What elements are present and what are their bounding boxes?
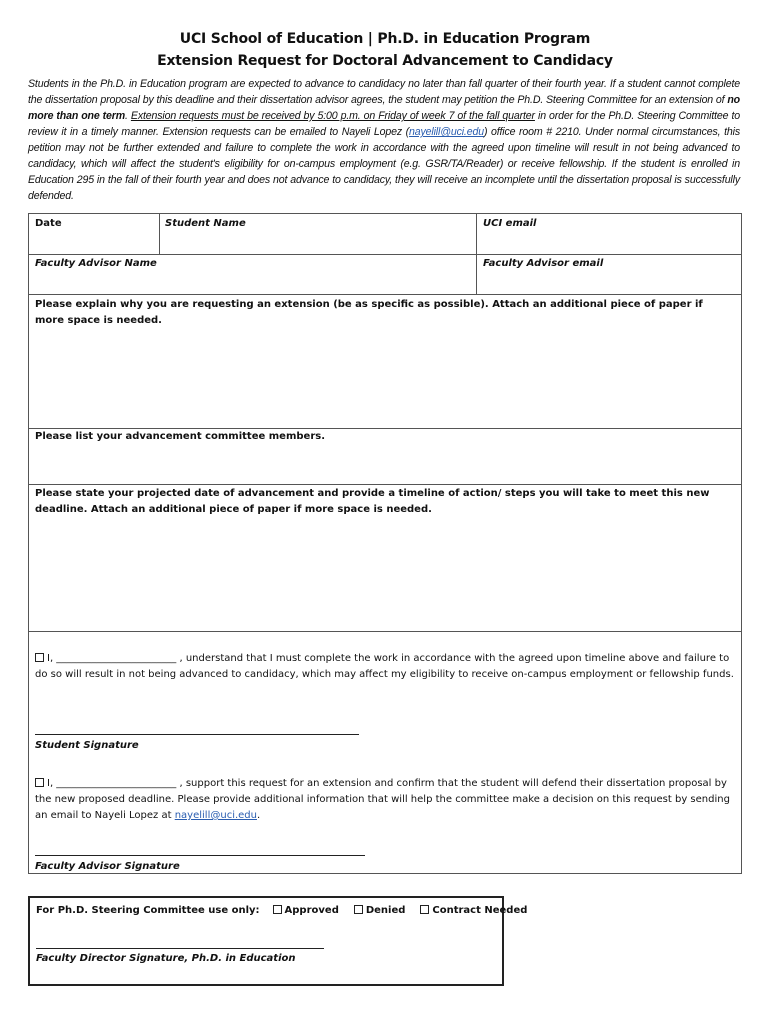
intro-bold-term: no more than one term (28, 94, 740, 122)
advisor-checkbox[interactable] (35, 778, 44, 787)
form-subtitle: Extension Request for Doctoral Advancement to Candidacy (157, 53, 613, 69)
row-divider (29, 254, 741, 255)
contract-needed-label: Contract Needed (432, 905, 528, 916)
column-divider (476, 214, 477, 294)
uci-email-label: UCI email (483, 218, 537, 229)
intro-deadline: Extension requests must be received by 5:00 p.m. on Friday of week 7 of the fall quarter (130, 110, 535, 122)
student-signature-line (35, 734, 359, 735)
timeline-prompt: Please state your projected date of advancement and provide a timeline of action/ steps you will take to meet this new deadline. Attach an additional piece of paper if more space is needed. (35, 488, 710, 515)
advisor-signature-line (35, 855, 365, 856)
intro-text-2: . (125, 110, 131, 122)
committee-members-prompt: Please list your advancement committee members. (35, 431, 325, 442)
approved-checkbox[interactable] (273, 905, 282, 914)
advisor-email-link[interactable]: nayelill@uci.edu (174, 810, 257, 821)
advisor-statement-text: I, ________________________ , support this request for an extension and confirm that the student will defend their dissertation proposal by the new proposed deadline. Please provide additional information that will help the committee make a decision on this request by sending an email to Nayeli Lopez at (35, 778, 730, 821)
intro-text-3: in order for the Ph.D. Steering Committee to review it in a timely manner. Extension requests can be emailed to Nayeli Lopez ( (28, 110, 740, 138)
director-signature-line (36, 948, 324, 949)
director-signature-label: Faculty Director Signature, Ph.D. in Education (36, 953, 296, 964)
explain-prompt: Please explain why you are requesting an extension (be as specific as possible). Attach an additional piece of paper if more space is needed. (35, 299, 703, 326)
advisor-statement-end: . (256, 810, 261, 821)
intro-paragraph (28, 76, 740, 204)
row-divider (29, 631, 741, 632)
contract-needed-checkbox[interactable] (420, 905, 429, 914)
student-signature-label: Student Signature (35, 740, 139, 751)
committee-use-box (28, 896, 528, 986)
advisor-signature-label: Faculty Advisor Signature (35, 861, 180, 872)
intro-email-link[interactable]: nayelill@uci.edu (409, 126, 484, 138)
denied-label: Denied (365, 905, 406, 916)
approved-label: Approved (284, 905, 339, 916)
student-statement (35, 651, 735, 683)
form-title: UCI School of Education | Ph.D. in Education Program (179, 31, 591, 47)
student-statement-text: I, ________________________ , understand that I must complete the work in accordance with the agreed upon timeline above and failure to do so will result in not being advanced to candidacy, which may affect my eligibility to receive on-campus employment or fellowship funds. (35, 653, 734, 680)
denied-checkbox[interactable] (354, 905, 363, 914)
advisor-email-label: Faculty Advisor email (483, 258, 604, 269)
date-label: Date (35, 218, 62, 229)
committee-use-label: For Ph.D. Steering Committee use only: (36, 905, 260, 916)
intro-text-1: Students in the Ph.D. in Education program are expected to advance to candidacy no later than fall quarter of their fourth year. If a student cannot complete the dissertation proposal by this deadline and their dissertation advisor agrees, the student may petition the Ph.D. Steering Committee for an extension of (28, 78, 740, 106)
student-checkbox[interactable] (35, 653, 44, 662)
request-form (28, 213, 742, 874)
row-divider (29, 294, 741, 295)
committee-decision-row (36, 905, 527, 916)
row-divider (29, 484, 741, 485)
advisor-statement (35, 776, 735, 824)
advisor-name-label: Faculty Advisor Name (35, 258, 157, 269)
student-name-label: Student Name (165, 218, 246, 229)
column-divider (159, 214, 160, 254)
intro-text-4: ) office room # 2210. Under normal circumstances, this petition may not be further extended and failure to complete the work in accordance with the agreed upon timeline will result in not being advanced to candidacy, which will affect the student's eligibility for on-campus employment (e.g. GSR/TA/Reader) or receive fellowship. If the student is enrolled in Education 295 in the fall of their fourth year and does not advance to candidacy, they will receive an incomplete until the dissertation proposal is successfully defended. (28, 126, 740, 202)
